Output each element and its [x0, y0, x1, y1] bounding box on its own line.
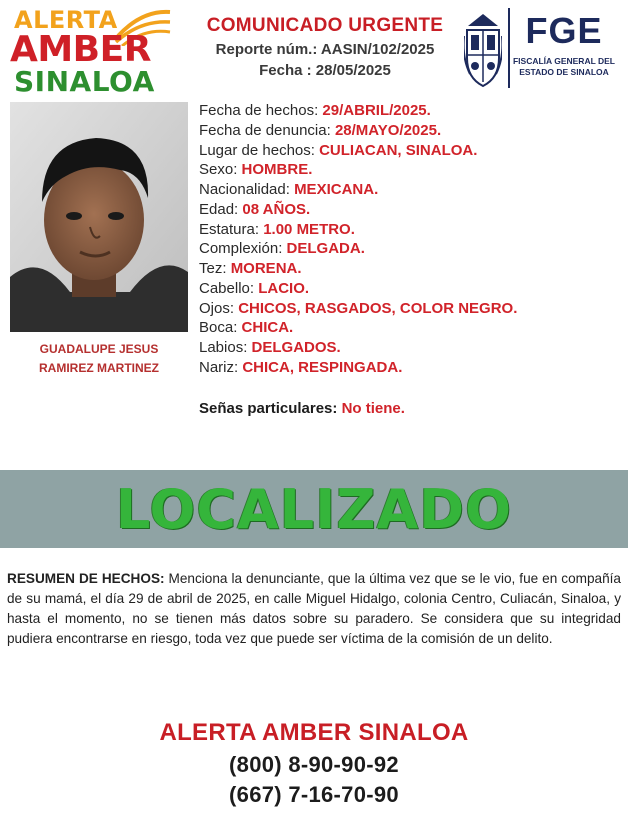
detail-complexion	[199, 239, 619, 259]
detail-value: CHICA.	[241, 319, 294, 337]
detail-label: Fecha de hechos:	[199, 102, 323, 119]
person-photo	[10, 102, 188, 332]
detail-cabello	[199, 279, 619, 299]
detail-label: Sexo:	[199, 161, 242, 179]
summary-label: RESUMEN DE HECHOS:	[7, 571, 165, 586]
detail-fecha-denuncia	[199, 121, 619, 141]
detail-label: Complexión:	[199, 240, 287, 258]
detail-label: Labios:	[199, 339, 252, 356]
footer-title: ALERTA AMBER SINALOA	[159, 719, 469, 746]
detail-label: Fecha de denuncia:	[199, 121, 335, 139]
senas-label: Señas particulares:	[199, 400, 342, 417]
detail-nacionalidad	[199, 180, 619, 200]
phone-number-2[interactable]: (667) 7-16-70-90	[229, 782, 399, 807]
person-name	[10, 340, 188, 378]
senas-value: No tiene.	[341, 400, 405, 417]
detail-value: MORENA.	[230, 260, 302, 277]
detail-label: Estatura:	[199, 220, 264, 238]
detail-lugar-hechos	[199, 141, 619, 161]
phone-number-1[interactable]: (800) 8-90-90-92	[229, 752, 399, 777]
detail-value: MEXICANA.	[294, 181, 379, 198]
detail-label: Cabello:	[199, 279, 259, 297]
detail-label: Ojos:	[199, 299, 239, 317]
person-name-line2: RAMIREZ MARTINEZ	[39, 361, 159, 375]
detail-label: Edad:	[199, 200, 243, 218]
status-banner	[0, 470, 628, 548]
bulletin-title: COMUNICADO URGENTE	[206, 15, 444, 36]
fge-fullname	[510, 56, 618, 78]
details-list	[199, 101, 619, 378]
detail-value: 1.00 METRO.	[263, 220, 355, 238]
detail-value: DELGADA.	[286, 240, 365, 258]
bulletin-date: Fecha : 28/05/2025	[259, 62, 391, 79]
detail-value: DELGADOS.	[251, 339, 341, 356]
detail-value: 08 AÑOS.	[242, 200, 311, 218]
person-name-line1: GUADALUPE JESUS	[39, 342, 159, 356]
detail-value: 29/ABRIL/2025.	[322, 102, 431, 119]
detail-value: LACIO.	[258, 279, 310, 297]
detail-labios	[199, 338, 619, 358]
summary-paragraph	[7, 569, 621, 649]
state-seal-icon	[464, 8, 502, 88]
detail-nariz	[199, 358, 619, 378]
fge-logo	[508, 8, 618, 88]
detail-value: CHICOS, RASGADOS, COLOR NEGRO.	[238, 299, 518, 317]
fge-acronym: FGE	[525, 10, 603, 51]
logo-alerta: ALERTA	[14, 6, 118, 34]
alerta-amber-logo	[8, 6, 168, 98]
detail-value: HOMBRE.	[241, 161, 313, 179]
distinguishing-marks	[199, 400, 405, 417]
detail-fecha-hechos	[199, 101, 619, 121]
detail-value: CHICA, RESPINGADA.	[242, 358, 403, 376]
status-localizado: LOCALIZADO	[116, 478, 512, 541]
detail-label: Nariz:	[199, 358, 243, 376]
detail-label: Nacionalidad:	[199, 181, 295, 198]
detail-tez	[199, 259, 619, 279]
logo-amber: AMBER	[10, 29, 151, 70]
detail-edad	[199, 200, 619, 220]
detail-ojos	[199, 299, 619, 319]
detail-label: Boca:	[199, 319, 242, 337]
logo-sinaloa: SINALOA	[14, 65, 155, 98]
detail-label: Tez:	[199, 260, 231, 277]
report-number: Reporte núm.: AASIN/102/2025	[215, 41, 435, 58]
detail-boca	[199, 318, 619, 338]
detail-sexo	[199, 160, 619, 180]
fge-fullname-line1: FISCALÍA GENERAL DEL	[512, 56, 615, 66]
detail-value: CULIACAN, SINALOA.	[319, 141, 478, 159]
fge-fullname-line2: ESTADO DE SINALOA	[519, 67, 609, 77]
detail-estatura	[199, 220, 619, 240]
summary-text: Menciona la denunciante, que la última vez que se le vio, fue en compañía de su mamá, el día 29 de abril de 2025, en calle Miguel Hidalgo, colonia Centro, Culiacán, Sinaloa, y hasta el momento, no se tienen más datos sobre su paradero. Se considera que su integridad pudiera encontrarse en riesgo, toda vez que puede ser víctima de la comisión de un delito.	[7, 571, 621, 646]
detail-value: 28/MAYO/2025.	[334, 121, 442, 139]
detail-label: Lugar de hechos:	[199, 141, 320, 159]
